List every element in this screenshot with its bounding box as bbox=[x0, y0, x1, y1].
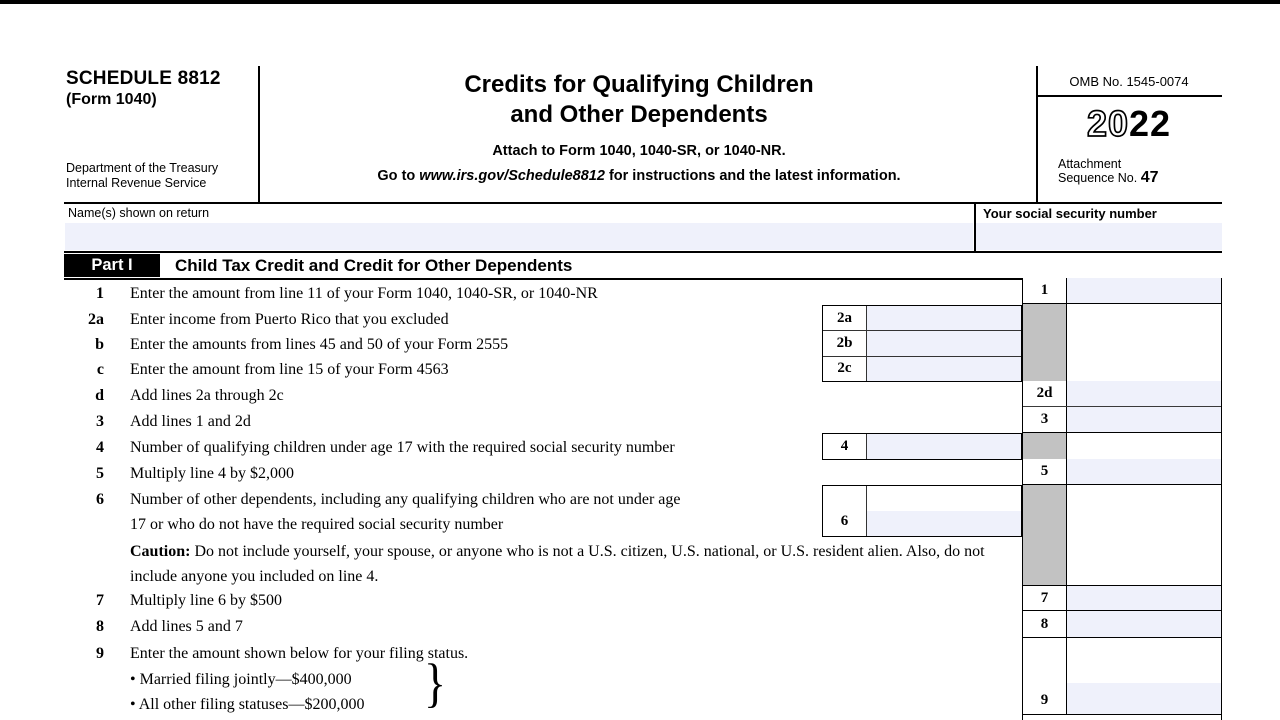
shaded-row-4 bbox=[1023, 433, 1221, 459]
form-line-4 bbox=[64, 435, 818, 460]
dot-leader bbox=[304, 466, 1012, 486]
line-6-caution bbox=[130, 539, 1020, 589]
line-1-text: Enter the amount from line 11 of your Form 1040, 1040-SR, or 1040-NR bbox=[130, 285, 598, 302]
part1-title: Child Tax Credit and Credit for Other Dependents bbox=[175, 255, 573, 275]
form-line-9 bbox=[64, 641, 1016, 666]
agency-line-2: Internal Revenue Service bbox=[66, 176, 207, 190]
goto-suffix: for instructions and the latest information. bbox=[604, 168, 901, 184]
caution-text: Do not include yourself, your spouse, or anyone who is not a U.S. citizen, U.S. national, or U.S. resident alien. Also, do not include anyone you included on line 4. bbox=[130, 543, 985, 585]
attachment-label: Attachment bbox=[1058, 157, 1122, 171]
shaded-cell bbox=[1023, 433, 1067, 459]
omb-number: OMB No. 1545-0074 bbox=[1069, 74, 1189, 89]
box-7-label: 7 bbox=[1023, 586, 1067, 610]
line-2b-number: b bbox=[95, 336, 104, 353]
line-2d-text: Add lines 2a through 2c bbox=[130, 387, 284, 404]
dot-leader bbox=[459, 312, 814, 332]
line-1-number: 1 bbox=[96, 285, 104, 302]
ssn-label: Your social security number bbox=[983, 206, 1157, 221]
line-8-entry[interactable] bbox=[1067, 611, 1221, 637]
bullet-1-text: • Married filing jointly—$400,000 bbox=[130, 671, 352, 688]
box-row-4 bbox=[822, 433, 1022, 460]
shaded-cell bbox=[1023, 304, 1067, 381]
goto-instruction bbox=[264, 168, 1014, 184]
box-row-2c bbox=[823, 357, 1021, 381]
schedule-8812-form bbox=[64, 0, 1222, 720]
bullet-2-text: • All other filing statuses—$200,000 bbox=[130, 696, 365, 713]
box-1-label: 1 bbox=[1023, 278, 1067, 303]
box-6-spacer bbox=[867, 486, 1021, 511]
dot-leader bbox=[518, 337, 814, 357]
tax-year-outline: 20 bbox=[1086, 103, 1129, 144]
box-2d-label: 2d bbox=[1023, 381, 1067, 406]
form-line-6 bbox=[64, 487, 818, 512]
line-2b-entry[interactable] bbox=[867, 331, 1021, 355]
box-2b-label: 2b bbox=[823, 331, 867, 355]
line-9-leader-row bbox=[456, 692, 1016, 717]
agency-line-1: Department of the Treasury bbox=[66, 161, 219, 175]
line-2c-text: Enter the amount from line 15 of your Form 4563 bbox=[130, 361, 449, 378]
form-line-2a bbox=[64, 307, 818, 332]
line-9-text: Enter the amount shown below for your filing status. bbox=[130, 645, 469, 662]
line-9-bullet-2 bbox=[130, 692, 364, 717]
box-group-2a-2c bbox=[822, 305, 1022, 382]
box-2c-label: 2c bbox=[823, 357, 867, 381]
box-6-label: 6 bbox=[823, 486, 867, 536]
line-5-entry[interactable] bbox=[1067, 459, 1221, 484]
form-line-2d bbox=[64, 383, 1016, 408]
form-line-2b bbox=[64, 332, 818, 357]
line-8-text: Add lines 5 and 7 bbox=[130, 618, 243, 635]
blank-cell bbox=[1067, 304, 1221, 381]
taxpayer-row-top-rule bbox=[64, 202, 1222, 204]
dot-leader bbox=[294, 388, 1012, 408]
dot-leader bbox=[261, 414, 1012, 434]
answer-row-3 bbox=[1023, 407, 1221, 433]
line-2c-entry[interactable] bbox=[867, 357, 1021, 381]
tax-year bbox=[1036, 103, 1222, 145]
attach-instruction: Attach to Form 1040, 1040-SR, or 1040-NR. bbox=[492, 143, 786, 159]
line-6-text-1: Number of other dependents, including any qualifying children who are not under age bbox=[130, 491, 681, 508]
tax-year-solid: 22 bbox=[1129, 103, 1172, 144]
answer-column bbox=[1022, 278, 1222, 720]
line-7-number: 7 bbox=[96, 592, 104, 609]
line-8-number: 8 bbox=[96, 618, 104, 635]
line-2d-entry[interactable] bbox=[1067, 381, 1221, 406]
ssn-input[interactable] bbox=[976, 223, 1222, 250]
box-row-2b bbox=[823, 331, 1021, 356]
shaded-cell bbox=[1023, 485, 1067, 585]
blank-cell bbox=[1067, 485, 1221, 585]
box-6-entry-wrap bbox=[867, 486, 1021, 536]
form-line-5 bbox=[64, 461, 1016, 486]
line-9-bullet-1 bbox=[130, 667, 352, 692]
answer-row-8 bbox=[1023, 611, 1221, 638]
line-4-number: 4 bbox=[96, 439, 104, 456]
shaded-row-6 bbox=[1023, 485, 1221, 586]
dot-leader bbox=[292, 593, 1012, 613]
box-9-label: 9 bbox=[1023, 638, 1067, 714]
answer-row-9 bbox=[1023, 638, 1221, 715]
line-3-entry[interactable] bbox=[1067, 407, 1221, 432]
box-5-label: 5 bbox=[1023, 459, 1067, 484]
taxpayer-row-bottom-rule bbox=[64, 251, 1222, 253]
name-label: Name(s) shown on return bbox=[68, 206, 210, 220]
form-line-7 bbox=[64, 588, 1016, 613]
form-title-line-2: and Other Dependents bbox=[510, 101, 768, 128]
line-7-text: Multiply line 6 by $500 bbox=[130, 592, 282, 609]
answer-row-1 bbox=[1023, 278, 1221, 304]
agency-name bbox=[66, 161, 218, 191]
form-line-3 bbox=[64, 409, 1016, 434]
part1-label: Part I bbox=[64, 254, 160, 277]
answer-row-2d bbox=[1023, 381, 1221, 407]
line-6-number: 6 bbox=[96, 491, 104, 508]
line-2c-number: c bbox=[96, 361, 104, 378]
form-line-2c bbox=[64, 357, 818, 382]
box-3-label: 3 bbox=[1023, 407, 1067, 432]
sequence-value: 47 bbox=[1140, 169, 1159, 186]
form-title-line-1: Credits for Qualifying Children bbox=[464, 71, 814, 98]
answer-row-7 bbox=[1023, 586, 1221, 611]
goto-prefix: Go to bbox=[377, 168, 420, 184]
line-4-entry[interactable] bbox=[867, 434, 1021, 459]
box-8-label: 8 bbox=[1023, 611, 1067, 637]
omb-underline bbox=[1036, 95, 1222, 97]
line-2d-number: d bbox=[95, 387, 104, 404]
answer-row-5 bbox=[1023, 459, 1221, 485]
line-2a-entry[interactable] bbox=[867, 306, 1021, 330]
dot-leader bbox=[608, 286, 1012, 306]
line-3-text: Add lines 1 and 2d bbox=[130, 413, 251, 430]
line-4-text: Number of qualifying children under age 17 with the required social security number bbox=[130, 439, 675, 456]
line-9-number: 9 bbox=[96, 645, 104, 662]
box-2a-label: 2a bbox=[823, 306, 867, 330]
line-5-number: 5 bbox=[96, 465, 104, 482]
box-4-label: 4 bbox=[823, 434, 867, 459]
box-row-6 bbox=[822, 485, 1022, 537]
blank-cell bbox=[1067, 433, 1221, 459]
caution-label: Caution: bbox=[130, 543, 191, 560]
shaded-row-2abc bbox=[1023, 304, 1221, 381]
form-line-6-cont bbox=[130, 512, 818, 537]
line-2b-text: Enter the amounts from lines 45 and 50 of your Form 2555 bbox=[130, 336, 509, 353]
line-3-number: 3 bbox=[96, 413, 104, 430]
form-schedule-number: SCHEDULE 8812 bbox=[66, 68, 221, 89]
line-2a-text: Enter income from Puerto Rico that you excluded bbox=[130, 311, 449, 328]
sequence-label: Sequence No. bbox=[1058, 171, 1141, 185]
line-9-entry[interactable] bbox=[1067, 683, 1221, 714]
form-title-block bbox=[264, 70, 1014, 184]
header-divider-left bbox=[258, 66, 260, 202]
form-parent-number: (Form 1040) bbox=[66, 91, 157, 108]
line-5-text: Multiply line 4 by $2,000 bbox=[130, 465, 294, 482]
box-row-2a bbox=[823, 306, 1021, 331]
dot-leader bbox=[466, 697, 1012, 717]
dot-leader bbox=[459, 362, 814, 382]
line-6-entry[interactable] bbox=[867, 511, 1021, 536]
form-line-1 bbox=[64, 281, 1016, 306]
line-9-brace: } bbox=[423, 653, 446, 713]
line-9-entry-cell bbox=[1067, 638, 1221, 714]
form-line-8 bbox=[64, 614, 1016, 639]
line-1-entry[interactable] bbox=[1067, 278, 1221, 303]
line-2a-number: 2a bbox=[88, 311, 104, 328]
line-7-entry[interactable] bbox=[1067, 586, 1221, 610]
dot-leader bbox=[253, 619, 1012, 639]
name-input[interactable] bbox=[65, 223, 973, 250]
line-6-text-2: 17 or who do not have the required social security number bbox=[130, 516, 504, 533]
schedule8812-link[interactable]: www.irs.gov/Schedule8812 bbox=[419, 168, 605, 184]
sequence-number bbox=[1058, 171, 1159, 185]
dot-leader bbox=[513, 517, 814, 537]
